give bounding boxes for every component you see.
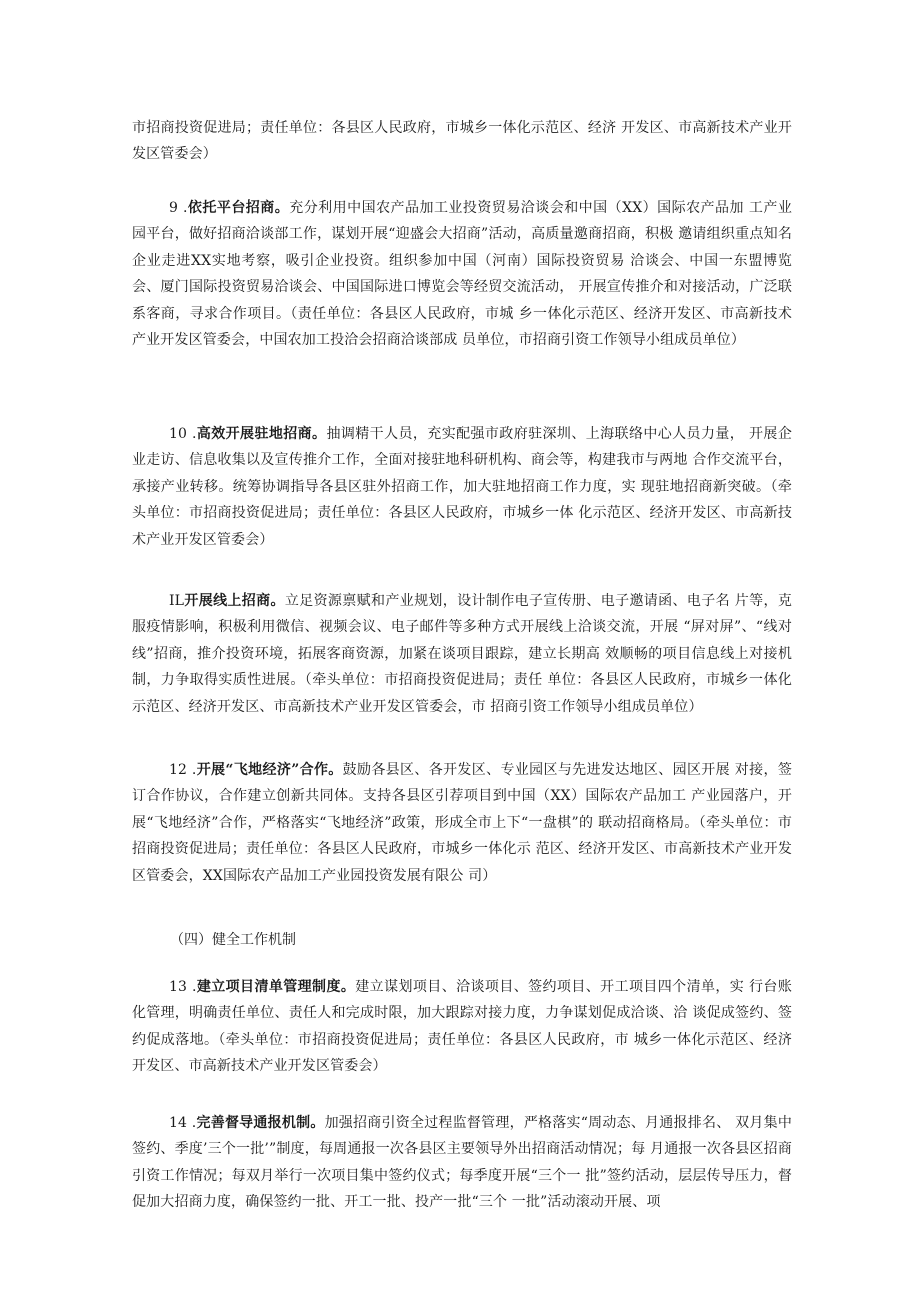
paragraph-body: 抽调精干人员，充实配强市政府驻深圳、上海联络中心人员力量， 开展企业走访、信息收集以及宣传推介工作，全面对接驻地科研机构、商会等，构建我市与两地 合作交流平台，承接产业转移。统筹协调指导各县区驻外招商工作，加大驻地招商工作力度，实 现驻地招商新突破。（牵头单位：市招商投资促进局；责任单位：各县区人民政府，市城乡一体 化示范区、经济开发区、市高新技术产业开发区管委会） [132,426,792,548]
item-number: 14 . [169,1115,197,1131]
item-number: 12 . [169,762,197,778]
item-number: 10 . [169,426,197,442]
item-number: IL [169,593,185,609]
paragraph-item-9 [132,195,792,353]
paragraph-item-12 [132,757,792,889]
paragraph-body: 立足资源禀赋和产业规划，设计制作电子宣传册、电子邀请函、电子名 片等，克服疫情影响，积极利用微信、视频会议、电子邮件等多种方式开展线上洽谈交流，开展 “屏对屏”、“线对线”招商，推介投资环境，拓展客商资源，加紧在谈项目跟踪，建立长期高 效顺畅的项目信息线上对接机制，力争取得实质性进展。（牵头单位：市招商投资促进局；责任 单位：各县区人民政府，市城乡一体化示范区、经济开发区、市高新技术产业开发区管委会，市 招商引资工作领导小组成员单位） [132,593,792,715]
paragraph-body: 加强招商引资全过程监督管理，严格落实“周动态、月通报排名、 双月集中签约、季度’三个一批’”制度，每周通报一次各县区主要领导外出招商活动情况；每 月通报一次各县区招商引资工作情况；每双月举行一次项目集中签约仪式；每季度开展“三个一 批”签约活动，层层传导压力，督促加大招商力度，确保签约一批、开工一批、投产一批“三个 一批”活动滚动开展、项 [132,1115,792,1211]
paragraph-item-14 [132,1110,792,1216]
item-number: 9 . [169,200,188,216]
item-title: 开展“飞地经济”合作。 [196,762,343,778]
item-title: 高效开展驻地招商。 [196,426,327,442]
item-title: 完善督导通报机制。 [196,1115,325,1131]
paragraph-item-11 [132,588,792,720]
paragraph-item-13 [132,974,792,1080]
item-title: 开展线上招商。 [184,593,285,609]
paragraph-body: 市招商投资促进局；责任单位：各县区人民政府，市城乡一体化示范区、经济 开发区、市高新技术产业开发区管委会） [132,120,792,163]
item-number: 13 . [169,979,197,995]
paragraph-continuation [132,115,792,168]
item-title: 建立项目清单管理制度。 [196,979,356,995]
paragraph-body: 充分利用中国农产品加工业投资贸易洽谈会和中国（XX）国际农产品加 工产业园平台，做好招商洽谈部工作，谋划开展“迎盛会大招商”活动，高质量邀商招商，积极 邀请组织重点知名企业走进XX实地考察，吸引企业投资。组织参加中国（河南）国际投资贸易 洽谈会、中国一东盟博览会、厦门国际投资贸易洽谈会、中国国际进口博览会等经贸交流活动， 开展宣传推介和对接活动，广泛联系客商，寻求合作项目。（责任单位：各县区人民政府，市城 乡一体化示范区、经济开发区、市高新技术产业开发区管委会，中国农加工投洽会招商洽谈部成 员单位，市招商引资工作领导小组成员单位） [132,200,792,349]
paragraph-body: 鼓励各县区、各开发区、专业园区与先进发达地区、园区开展 对接，签订合作协议，合作建立创新共同体。支持各县区引荐项目到中国（XX）国际农产品加工 产业园落户，开展“飞地经济”合作，严格落实“飞地经济”政策，形成全市上下“一盘棋”的 联动招商格局。（牵头单位：市招商投资促进局；责任单位：各县区人民政府，市城乡一体化示 范区、经济开发区、市高新技术产业开发区管委会，XX国际农产品加工产业园投资发展有限公 司） [132,762,792,884]
paragraph-body: 建立谋划项目、洽谈项目、签约项目、开工项目四个清单，实 行台账化管理，明确责任单位、责任人和完成时限，加大跟踪对接力度，力争谋划促成洽谈、洽 谈促成签约、签约促成落地。（牵头单位：市招商投资促进局；责任单位：各县区人民政府，市 城乡一体化示范区、经济开发区、市高新技术产业开发区管委会） [132,979,792,1075]
section-heading: （四）健全工作机制 [170,932,296,948]
item-title: 依托平台招商。 [187,200,290,216]
paragraph-item-10 [132,421,792,553]
